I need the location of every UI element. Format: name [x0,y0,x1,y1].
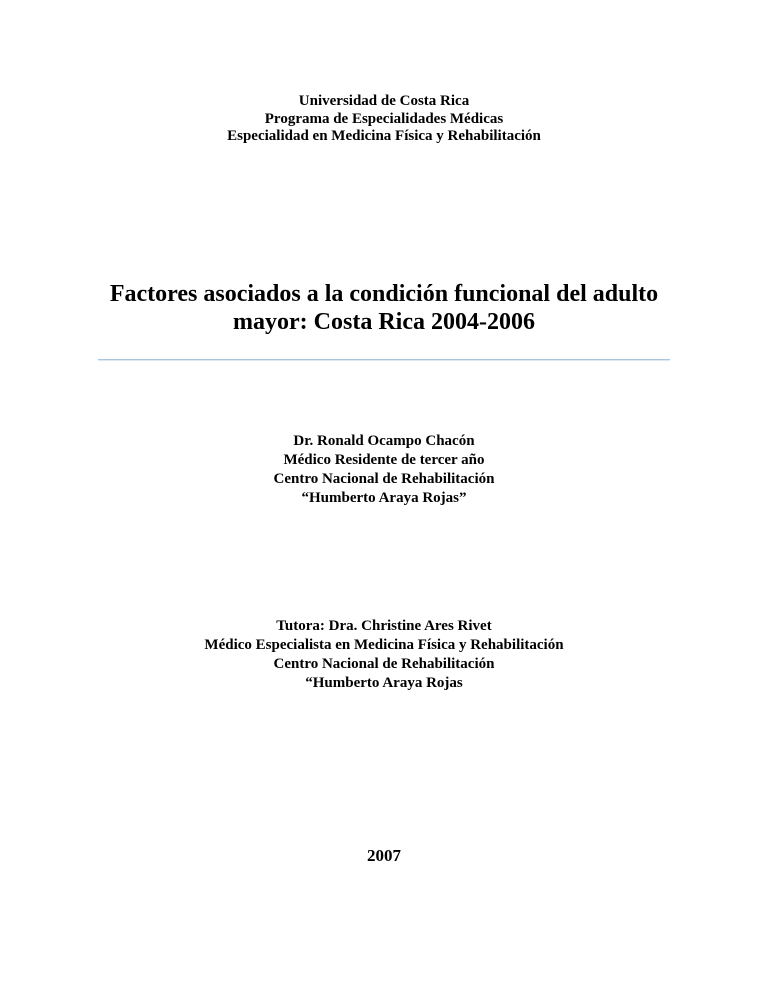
author-role: Médico Residente de tercer año [283,452,485,468]
tutor-center: Centro Nacional de Rehabilitación [273,656,495,672]
author-center-name: “Humberto Araya Rojas” [301,490,467,506]
author-block [0,432,768,508]
tutor-name: Tutora: Dra. Christine Ares Rivet [276,618,492,634]
institution-header [0,93,768,146]
document-title [0,280,768,336]
author-center: Centro Nacional de Rehabilitación [273,471,495,487]
publication-year: 2007 [367,846,401,865]
tutor-block [0,617,768,693]
tutor-role: Médico Especialista en Medicina Física y Rehabilitación [204,637,564,653]
title-line-1: Factores asociados a la condición funcional del adulto [109,281,659,307]
title-line-2: mayor: Costa Rica 2004-2006 [233,309,535,335]
author-name: Dr. Ronald Ocampo Chacón [293,433,475,449]
specialty-name: Especialidad en Medicina Física y Rehabilitación [227,128,541,144]
title-divider [98,359,670,360]
tutor-center-name: “Humberto Araya Rojas [305,675,463,691]
university-name: Universidad de Costa Rica [298,93,470,109]
program-name: Programa de Especialidades Médicas [264,110,504,127]
